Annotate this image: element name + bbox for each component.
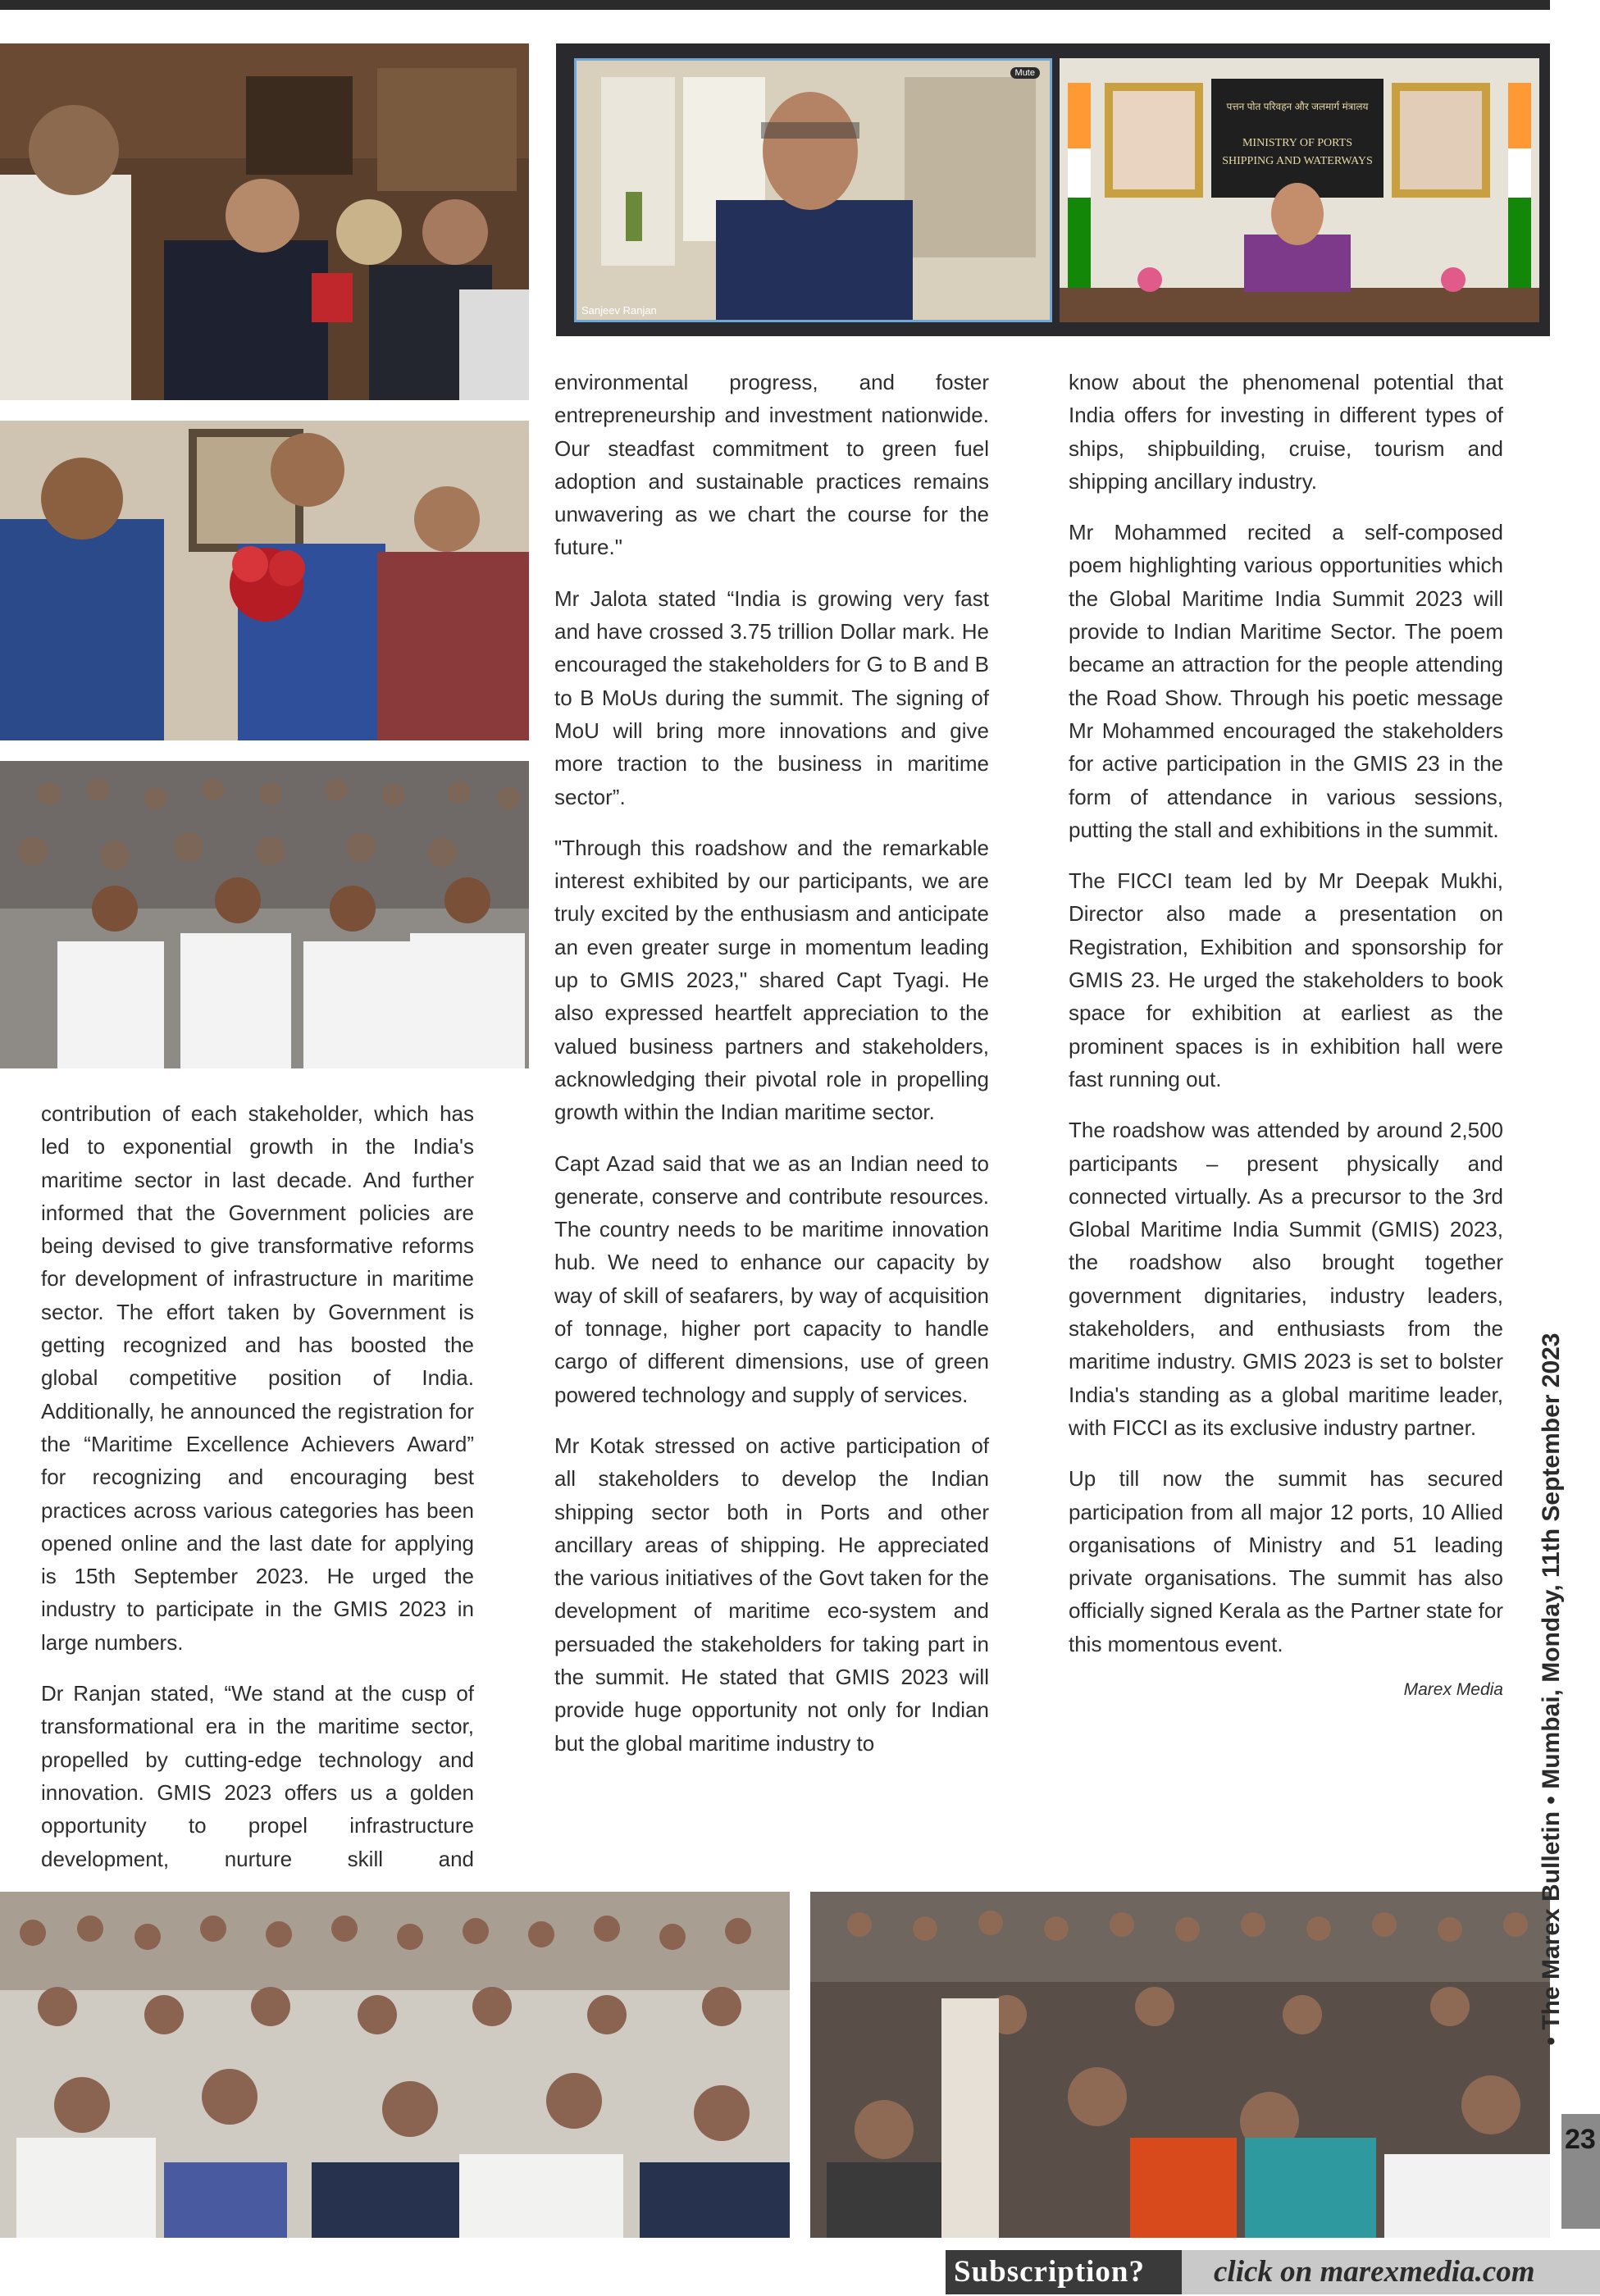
paragraph: environmental progress, and foster entrepreneurship and investment nationwide. Our steadfast commitment to green fuel adoption and sustainable practices remains unwavering as we chart the course for the future." (554, 370, 989, 560)
paragraph: Capt Azad said that we as an Indian need to generate, conserve and contribute resources. The country needs to be maritime innovation hub. We need to enhance our capacity by way of skill of seafarers, by way of acquisition of tonnage, higher port capacity to handle cargo of different dimensions, use of green powered technology and supply of services. (554, 1150, 989, 1407)
paragraph: know about the phenomenal potential that India offers for investing in different types of ships, shipbuilding, cruise, tourism and shipping ancillary industry. (1069, 370, 1503, 494)
paragraph: Mr Jalota stated “India is growing very fast and have crossed 3.75 trillion Dollar mark. He encouraged the stakeholders for G to B and B to B MoUs during the summit. The signing of MoU will bring more innovations and give more traction to the business in maritime sector”. (554, 585, 989, 809)
participant-name: Sanjeev Ranjan (581, 304, 657, 317)
running-head (1527, 1214, 1576, 2165)
paragraph: "Through this roadshow and the remarkable interest exhibited by our participants, we are truly excited by the enthusiasm and anticipate an even greater surge in momentum leading up to GMIS 2023," shared Capt Tyagi. He also expressed heartfelt appreciation to the valued business partners and stakeholders, acknowledging their pivotal role in propelling growth within the Indian maritime sector. (554, 835, 989, 1125)
paragraph: Dr Ranjan stated, “We stand at the cusp of transformational era in the maritime sector, propelled by cutting-edge technology and innovation. GMIS 2023 offers us a golden opportunity to propel infrastructure development, nurture skill and (41, 1681, 474, 1871)
paragraph: contribution of each stakeholder, which has led to exponential growth in the India's maritime sector in last decade. And further informed that the Government policies are being devised to give transformative reforms for development of infrastructure in maritime sector. The effort taken by Government is getting recognized and has boosted the global competitive position of India. Additionally, he announced the registration for the “Maritime Excellence Achievers Award” for recognizing and encouraging best practices across various categories has been opened online and the last date for applying is 15th September 2023. He urged the industry to participate in the GMIS 2023 in large numbers. (41, 1101, 474, 1655)
ministry-sign-hindi: पत्तन पोत परिवहन और जलमार्ग मंत्रालय (1226, 101, 1369, 112)
ministry-sign-line2: SHIPPING AND WATERWAYS (1222, 155, 1373, 167)
ministry-sign-line1: MINISTRY OF PORTS (1242, 137, 1352, 149)
bouquet-photo (0, 421, 529, 740)
paragraph: Mr Mohammed recited a self-composed poem highlighting various opportunities which the Global Maritime India Summit 2023 will provide to Indian Maritime Sector. The poem became an attraction for the people attending the Road Show. Through his poetic message Mr Mohammed encouraged the stakeholders for active participation in the GMIS 23 in the form of attendance in various sessions, putting the stall and exhibitions in the summit. (1069, 520, 1503, 842)
audience-photo-right (810, 1892, 1550, 2238)
article-column-right (1069, 366, 1503, 1706)
paragraph: Mr Kotak stressed on active participation of all stakeholders to develop the Indian shipping sector both in Ports and other ancillary areas of shipping. He appreciated the various initiatives of the Govt taken for the development of maritime eco-system and persuaded the stakeholders for taking part in the summit. He stated that GMIS 2023 will provide huge opportunity not only for Indian but the global maritime industry to (554, 1433, 989, 1756)
paragraph: The FICCI team led by Mr Deepak Mukhi, Director also made a presentation on Registration, Exhibition and sponsorship for GMIS 23. He urged the stakeholders to book space for exhibition at earliest as the prominent spaces is in exhibition hall were fast running out. (1069, 868, 1503, 1091)
article-column-left (41, 1097, 474, 1893)
running-head-text: • The Marex Bulletin • Mumbai, Monday, 11th September 2023 (1538, 1332, 1565, 2046)
subscription-label: Subscription? (954, 2255, 1146, 2289)
audience-photo-left (0, 1892, 790, 2238)
paragraph: Up till now the summit has secured participation from all major 12 ports, 10 Allied organisations of Ministry and 51 leading private organisations. The summit has also officially signed Kerala as the Partner state for this momentous event. (1069, 1466, 1503, 1656)
cadets-photo (0, 761, 529, 1068)
video-conference-photo (556, 43, 1550, 336)
top-rule (0, 0, 1550, 10)
article-column-middle (554, 366, 989, 1778)
interview-photo (0, 43, 529, 400)
subscription-link[interactable]: click on marexmedia.com (1214, 2255, 1535, 2289)
page-number: 23 (1565, 2124, 1596, 2155)
mute-badge: Mute (1010, 67, 1040, 79)
paragraph: The roadshow was attended by around 2,500 participants – present physically and connected virtually. As a precursor to the 3rd Global Maritime India Summit (GMIS) 2023, the roadshow also brought together government dignitaries, industry leaders, stakeholders, and enthusiasts from the maritime industry. GMIS 2023 is set to bolster India's standing as a global maritime leader, with FICCI as its exclusive industry partner. (1069, 1118, 1503, 1440)
article-signature: Marex Media (1403, 1679, 1503, 1699)
